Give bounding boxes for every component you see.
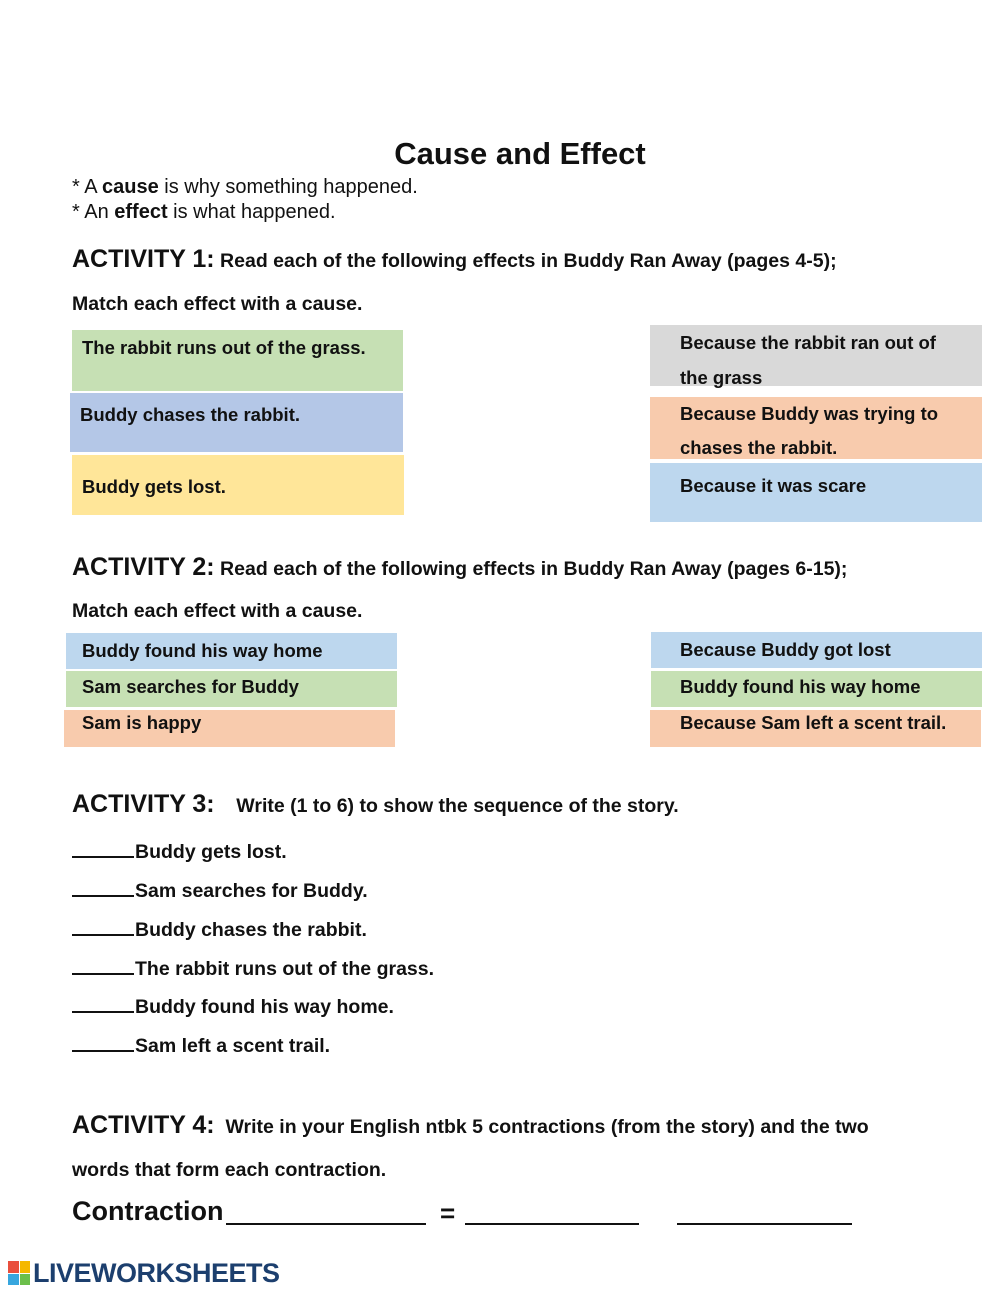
activity4-heading [72, 1111, 869, 1140]
cause-prefix: * A [72, 176, 103, 198]
activity1-heading [72, 245, 837, 274]
word-one-blank[interactable] [465, 1223, 639, 1225]
activity2-cause-1[interactable]: Because Buddy got lost [651, 632, 982, 668]
sequence-item-text: Buddy chases the rabbit. [135, 919, 367, 941]
activity2-cause-2[interactable]: Buddy found his way home [651, 671, 982, 707]
sequence-item-5 [72, 993, 394, 1019]
activity1-instruction: Read each of the following effects in Buddy Ran Away (pages 4-5); [220, 250, 837, 272]
sequence-item-text: Buddy found his way home. [135, 996, 394, 1018]
activity2-instruction: Read each of the following effects in Buddy Ran Away (pages 6-15); [220, 558, 848, 580]
activity4-instruction: Write in your English ntbk 5 contractions (from the story) and the two [225, 1116, 869, 1138]
activity4-label: ACTIVITY 4: [72, 1111, 215, 1139]
sequence-blank-1[interactable] [72, 838, 134, 858]
activity1-label: ACTIVITY 1: [72, 245, 215, 273]
activity1-effect-1[interactable]: The rabbit runs out of the grass. [72, 330, 403, 391]
sequence-blank-3[interactable] [72, 916, 134, 936]
activity2-effect-1[interactable]: Buddy found his way home [66, 633, 397, 669]
activity2-subheading: Match each effect with a cause. [72, 600, 363, 622]
activity1-cause-1[interactable]: Because the rabbit ran out of the grass [650, 325, 982, 386]
sequence-item-text: The rabbit runs out of the grass. [135, 958, 435, 980]
page-title: Cause and Effect [394, 136, 646, 171]
activity1-effect-2[interactable]: Buddy chases the rabbit. [70, 393, 403, 452]
activity4-subheading: words that form each contraction. [72, 1159, 387, 1181]
activity1-cause-2[interactable]: Because Buddy was trying to chases the rabbit. [650, 397, 982, 459]
activity3-heading [72, 790, 679, 819]
sequence-blank-6[interactable] [72, 1032, 134, 1052]
sequence-blank-5[interactable] [72, 993, 134, 1013]
effect-definition [72, 201, 336, 224]
activity1-subheading: Match each effect with a cause. [72, 293, 363, 315]
contraction-label: Contraction [72, 1196, 224, 1226]
sequence-blank-2[interactable] [72, 877, 134, 897]
activity2-cause-3[interactable]: Because Sam left a scent trail. [650, 710, 981, 747]
liveworksheets-logo-icon [8, 1261, 30, 1285]
activity3-label: ACTIVITY 3: [72, 790, 215, 818]
sequence-item-3 [72, 916, 367, 942]
cause-definition [72, 176, 418, 199]
activity1-effect-3[interactable]: Buddy gets lost. [72, 455, 404, 515]
activity2-label: ACTIVITY 2: [72, 553, 215, 581]
liveworksheets-logo [8, 1258, 280, 1288]
sequence-item-4 [72, 955, 434, 981]
cause-term: cause [102, 176, 159, 198]
sequence-item-2 [72, 877, 368, 903]
effect-term: effect [114, 201, 168, 223]
sequence-item-text: Buddy gets lost. [135, 841, 287, 863]
activity3-instruction: Write (1 to 6) to show the sequence of the story. [236, 795, 679, 817]
effect-prefix: * An [72, 201, 115, 223]
activity1-cause-3[interactable]: Because it was scare [650, 463, 982, 522]
sequence-item-text: Sam searches for Buddy. [135, 880, 368, 902]
effect-suffix: is what happened. [167, 201, 336, 223]
activity2-heading [72, 553, 847, 582]
sequence-item-6 [72, 1032, 330, 1058]
sequence-item-text: Sam left a scent trail. [135, 1035, 331, 1057]
logo-text: LIVEWORKSHEETS [33, 1257, 280, 1288]
sequence-blank-4[interactable] [72, 955, 134, 975]
activity2-effect-3[interactable]: Sam is happy [64, 710, 395, 747]
activity2-effect-2[interactable]: Sam searches for Buddy [66, 671, 397, 707]
sequence-item-1 [72, 838, 287, 864]
word-two-blank[interactable] [677, 1223, 852, 1225]
contraction-blank[interactable] [226, 1223, 426, 1225]
cause-suffix: is why something happened. [158, 176, 418, 198]
equals-sign: = [440, 1198, 456, 1228]
